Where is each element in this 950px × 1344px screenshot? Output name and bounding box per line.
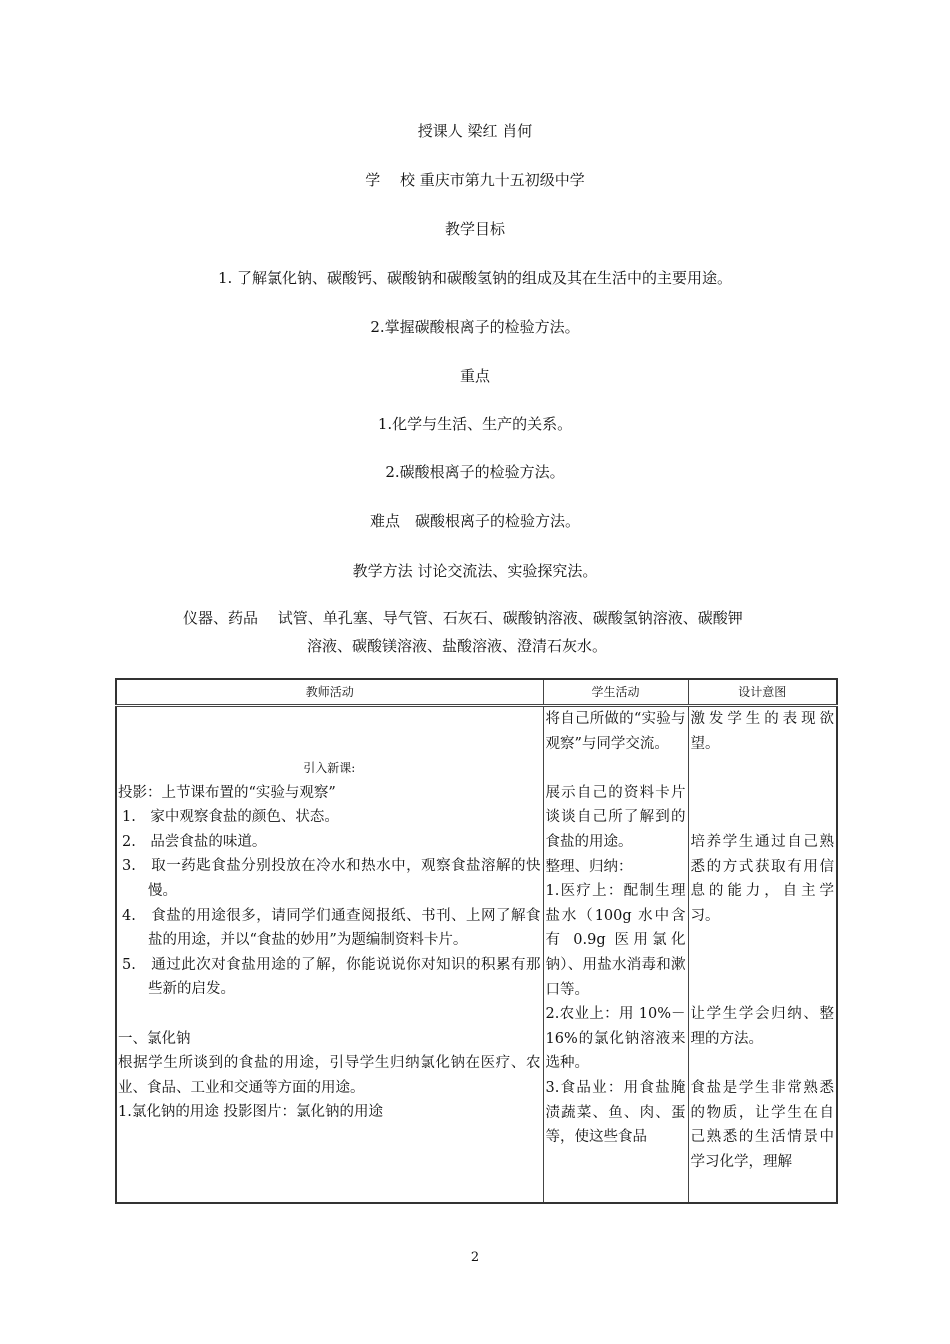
teacher-item-5: 5. 通过此次对食盐用途的了解，你能说说你对知识的积累有那些新的启发。: [122, 956, 541, 998]
teacher-item-4: 4. 食盐的用途很多，请同学们通查阅报纸、书刊、上网了解食盐的用途，并以“食盐的妙用”为题编制资料卡片。: [122, 907, 541, 949]
teacher-item-1: 1. 家中观察食盐的颜色、状态。: [122, 809, 339, 826]
objective-2: 2.掌握碳酸根离子的检验方法。: [370, 318, 580, 336]
instruments-line-2: 溶液、碳酸镁溶液、盐酸溶液、澄清石灰水。: [307, 637, 608, 655]
section-text: 根据学生所谈到的食盐的用途，引导学生归纳氯化钠在医疗、农业、食品、工业和交通等方面的用途。: [118, 1055, 541, 1096]
school-line: 学 校 重庆市第九十五初级中学: [365, 171, 585, 189]
student-p3: 整理、归纳：: [545, 858, 633, 875]
page-number: 2: [470, 1250, 480, 1265]
teacher-activity-cell: [116, 706, 543, 1203]
table-header-row: [116, 679, 837, 706]
design-p4: 食盐是学生非常熟悉的物质，让学生在自己熟悉的生活情景中学习化学，理解: [690, 1079, 834, 1170]
header-design-intent: 设计意图: [688, 679, 837, 706]
student-activity-cell: [543, 706, 688, 1203]
intro-label: 引入新课:: [303, 761, 356, 775]
lesson-table: [115, 678, 838, 1204]
objective-1: 1. 了解氯化钠、碳酸钙、碳酸钠和碳酸氢钠的组成及其在生活中的主要用途。: [217, 269, 733, 287]
student-p1: 将自己所做的“实验与观察”与同学交流。: [545, 711, 686, 752]
design-p2: 培养学生通过自己熟悉的方式获取有用信息的能力，自主学习。: [690, 833, 834, 924]
student-p5: 2.农业上：用 10%－16%的氯化钠溶液来选种。: [545, 1006, 686, 1072]
instruments-line-1: 仪器、药品 试管、单孔塞、导气管、石灰石、碳酸钠溶液、碳酸氢钠溶液、碳酸钾: [183, 609, 743, 627]
usage-line: 1.氯化钠的用途 投影图片：氯化钠的用途: [118, 1104, 383, 1121]
student-p4: 1.医疗上：配制生理盐水（100g 水中含有 0.9g 医用氯化钠）、用盐水消毒和漱口等。: [545, 883, 686, 998]
methods-line: 教学方法 讨论交流法、实验探究法。: [352, 562, 598, 580]
key-point-1: 1.化学与生活、生产的关系。: [377, 415, 573, 433]
teacher-item-3: 3. 取一药匙食盐分别投放在冷水和热水中，观察食盐溶解的快慢。: [122, 858, 541, 899]
section-title: 一、氯化钠: [118, 1030, 191, 1047]
design-p3: 让学生学会归纳、整理的方法。: [690, 1006, 834, 1047]
key-point-2: 2.碳酸根离子的检验方法。: [385, 463, 565, 481]
design-intent-cell: [688, 706, 837, 1203]
design-p1: 激发学生的表现欲望。: [690, 711, 834, 752]
objectives-title: 教学目标: [444, 220, 505, 238]
teacher-line: 授课人 梁红 肖何: [417, 122, 533, 140]
header-teacher-activity: 教师活动: [116, 679, 543, 706]
teacher-item-2: 2. 品尝食盐的味道。: [122, 833, 267, 850]
projection-line: 投影：上节课布置的“实验与观察”: [118, 784, 336, 801]
student-p6: 3.食品业：用食盐腌渍蔬菜、鱼、肉、蛋等，使这些食品: [545, 1079, 686, 1146]
table-row: [116, 706, 837, 1203]
header-student-activity: 学生活动: [543, 679, 688, 706]
student-p2: 展示自己的资料卡片谈谈自己所了解到的食盐的用途。: [545, 784, 686, 850]
difficulty-line: 难点 碳酸根离子的检验方法。: [369, 512, 580, 530]
key-points-title: 重点: [459, 367, 490, 385]
